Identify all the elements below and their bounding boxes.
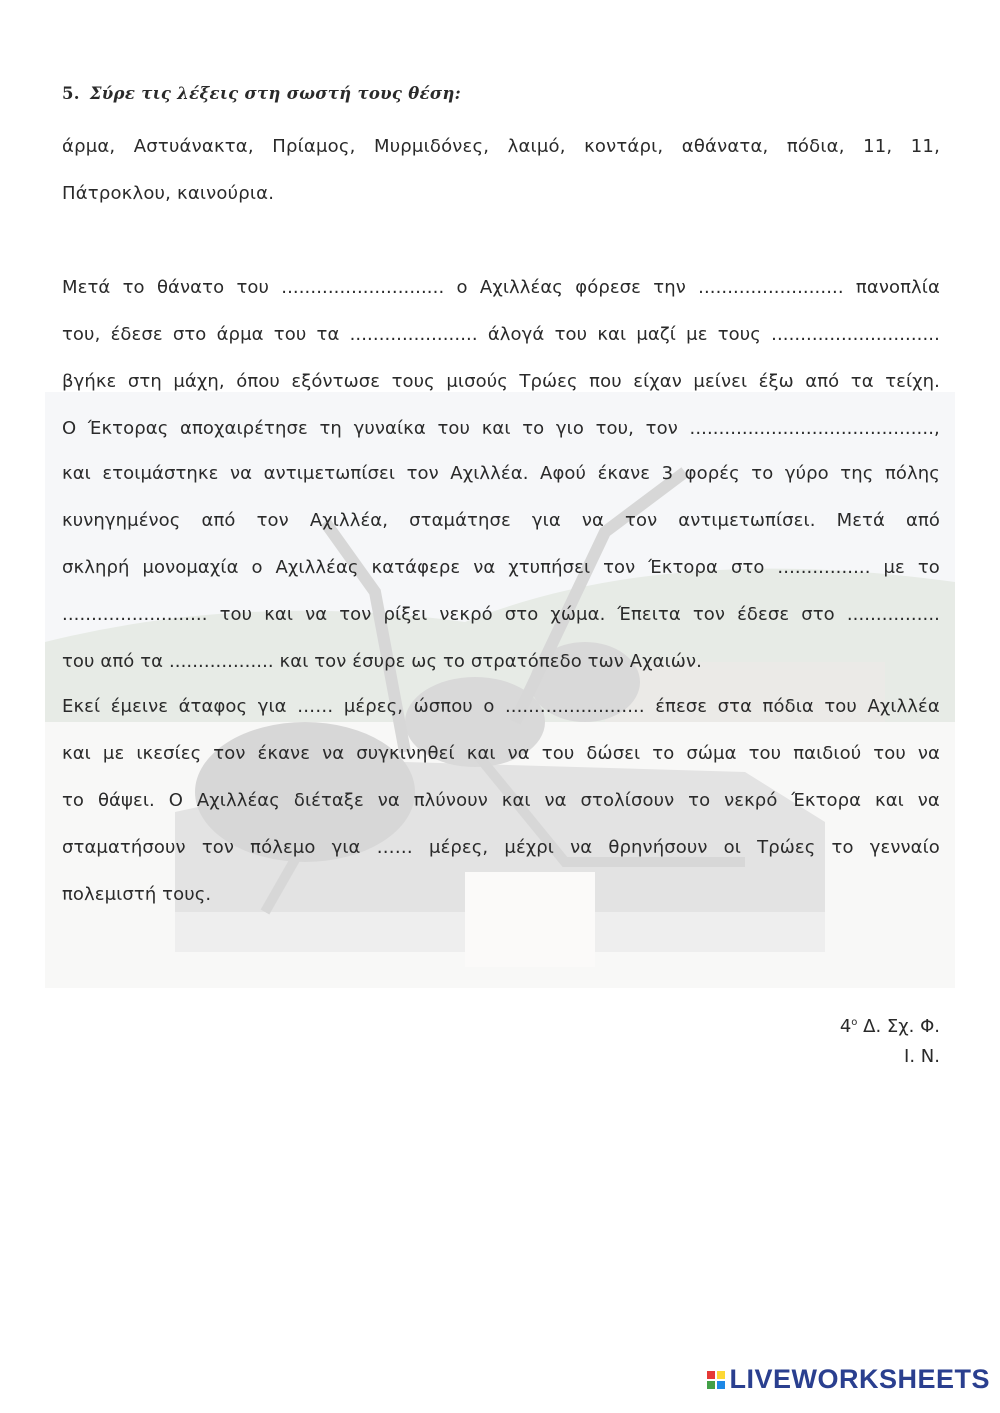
passage-word: μέχρι [504,837,554,858]
passage-word: με [102,743,125,764]
passage-line [62,405,940,450]
passage-word: έπεσε [655,696,708,717]
passage-word: θρηνήσουν [608,837,708,858]
passage-line [62,591,940,638]
passage-word: και [466,743,496,764]
passage-line [62,544,940,591]
passage-word: και [62,463,91,484]
exercise-number: 5. [62,84,80,103]
passage-word: τον [603,557,636,578]
passage-word: και [501,790,531,811]
passage-word: να [230,463,253,484]
passage-word: το [652,743,675,764]
passage-word: Αχιλλέα. [450,463,529,484]
liveworksheets-logo[interactable] [707,1364,990,1395]
passage-word: χώμα. [550,604,606,625]
signature-school [840,1008,940,1042]
passage-word: άταφος [178,696,248,717]
passage-word: στο [801,604,835,625]
passage-word: για [331,837,361,858]
passage-word: πανοπλία [855,277,940,298]
passage-word: ................ [777,557,871,578]
passage-word: χτυπήσει [508,557,591,578]
passage-word: ρίξει [383,604,428,625]
passage-word: της [840,463,874,484]
passage-word: μέρες, [343,696,404,717]
passage-word: τον [339,604,372,625]
passage-word: κυνηγημένος [62,510,181,531]
passage-word: μάχη, [173,371,225,392]
passage-word: του, [62,324,101,345]
passage-word: τη [319,418,342,439]
passage-line [62,358,940,405]
passage-word: …… [297,696,334,717]
passage-word: να [473,557,496,578]
passage-word: πόλης [884,463,940,484]
passage-word: τον [256,510,289,531]
passage-word: από [805,371,840,392]
passage-word: σκληρή [62,557,130,578]
passage-word: Μετά [836,510,885,531]
passage-word: του [219,604,253,625]
passage-word: στολίσουν [580,790,675,811]
passage-word: φορές [684,463,740,484]
passage-word: Τρώες [757,837,816,858]
exercise-heading [62,84,461,103]
brand-name: LIVEWORKSHEETS [729,1364,990,1394]
passage-word: αντιμετωπίσει [263,463,396,484]
passage-word: του, [595,418,634,439]
passage-word: έκανε [257,743,311,764]
passage-word: ο [456,277,468,298]
passage-word: βγήκε [62,371,117,392]
passage-word: τείχη. [885,371,940,392]
passage-word: Αχιλλέας [196,790,280,811]
passage-word: τα [850,371,874,392]
passage-word: σώμα [686,743,737,764]
passage-word: ετοιμάστηκε [102,463,219,484]
passage-word: ώσπου [413,696,473,717]
passage-word: έμεινε [110,696,169,717]
passage-word: πόλεμο [250,837,316,858]
passage-line [62,777,940,824]
passage-word: έκανε [597,463,651,484]
passage-word: ......................... [698,277,844,298]
passage-word: για [531,510,561,531]
passage-word: από [201,510,236,531]
passage-word: του [554,324,588,345]
passage-word: γενναίο [869,837,940,858]
passage-word: που [589,371,622,392]
passage-word: θάνατο [156,277,225,298]
signature-school-number: 4 [839,1016,852,1037]
word-bank: άρμα, Αστυάνακτα, Πρίαμος, Μυρμιδόνες, λαιμό, κοντάρι, αθάνατα, πόδια, 11, 11, Πάτροκλου, καινούρια. [62,136,940,204]
passage-word: και [481,418,511,439]
passage-word: του [541,743,575,764]
passage-word: να [570,837,593,858]
passage-word: και [264,604,294,625]
passage-word: 3 [661,463,674,484]
passage-word: να [581,510,604,531]
signature-initials: Ι. Ν. [904,1046,940,1067]
passage-word: γύρο [784,463,829,484]
passage-word: ο [251,557,263,578]
exercise-instruction: Σύρε τις λέξεις στη σωστή τους θέση: [89,84,462,103]
passage-word: Αχιλλέας [275,557,359,578]
passage-word: Ο [62,418,77,439]
passage-word: στα [717,696,753,717]
passage-word: εξόντωσε [291,371,381,392]
passage-word: άρμα [216,324,264,345]
passage-word: με [686,324,708,345]
passage-word: τον [625,510,658,531]
brand-square-blue [717,1381,725,1389]
passage-word: ............................ [281,277,445,298]
passage-word: από [905,510,940,531]
passage-word: το [122,277,145,298]
passage-word: Αχιλλέας [479,277,563,298]
passage-word: να [377,790,400,811]
brand-square-green [707,1381,715,1389]
passage-word: να [507,743,530,764]
signature [840,1008,940,1072]
passage-line [62,497,940,544]
passage-word: στη [127,371,162,392]
passage-word: το [688,790,711,811]
passage-word: συγκινηθεί [356,743,455,764]
passage-word: μέρες, [429,837,489,858]
passage-word: ...................... [349,324,478,345]
passage-word: διέταξε [293,790,364,811]
passage-word: γυναίκα [353,418,426,439]
signature-school-name: Δ. Σχ. Φ. [857,1016,940,1037]
passage-word: το [62,790,85,811]
passage-word: μαζί [636,324,676,345]
passage-word: νεκρό [439,604,493,625]
passage-word: ικεσίες [136,743,202,764]
passage-word: την [653,277,686,298]
passage-word: σταματήσουν [62,837,186,858]
passage-word: Μετά [62,277,111,298]
passage-word: γιο [555,418,584,439]
passage-word: και [874,790,904,811]
brand-square-yellow [717,1371,725,1379]
passage-word: Ο [168,790,183,811]
passage-word: να [305,604,328,625]
passage-word: οι [723,837,741,858]
passage-word: είχαν [633,371,682,392]
passage [62,264,940,918]
passage-word: δώσει [586,743,641,764]
passage-word: και [597,324,627,345]
passage-word: θάψει. [97,790,155,811]
passage-word: με [883,557,905,578]
passage-line: πολεμιστή τους. [62,884,212,905]
passage-word: ........................ [504,696,645,717]
passage-word: σταμάτησε [409,510,511,531]
passage-word: φόρεσε [575,277,642,298]
passage-line [62,824,940,871]
passage-word: έδεσε [110,324,163,345]
passage-word: Αχιλλέα, [309,510,389,531]
passage-word: όπου [236,371,280,392]
passage-word: του [824,696,857,717]
passage-word: ............................. [771,324,940,345]
passage-word: έξω [758,371,794,392]
passage-word: τον [201,837,235,858]
signature-school-ordinal: ο [851,1017,858,1028]
passage-word: τον [645,418,678,439]
passage-word: τους [717,324,761,345]
passage-word: Εκεί [62,696,101,717]
passage-word: τον [692,604,726,625]
passage-line [62,683,940,730]
passage-word: να [544,790,567,811]
passage-word: ο [483,696,495,717]
passage-word: και [62,743,91,764]
passage-word: τα [316,324,340,345]
passage-word: να [322,743,345,764]
brand-squares-icon [707,1371,725,1389]
passage-word: Έκτορα [791,790,862,811]
passage-word: άλογά [487,324,545,345]
passage-word: Έκτορας [87,418,169,439]
passage-word: Αφού [540,463,587,484]
passage-word: πόδια [762,696,814,717]
passage-word: Έκτορα [648,557,719,578]
passage-word: αποχαιρέτησε [180,418,308,439]
passage-word: νεκρό [724,790,778,811]
passage-word: Έπειτα [617,604,681,625]
passage-word: Τρώες [519,371,578,392]
passage-word: στο [504,604,539,625]
passage-word: το [831,837,854,858]
passage-word: το [751,463,774,484]
passage-word: μείνει [693,371,748,392]
passage-word: αντιμετωπίσει. [678,510,816,531]
passage-word: παιδιού [793,743,862,764]
passage-word: έδεσε [737,604,790,625]
passage-word: μονομαχία [142,557,239,578]
passage-word: το [917,557,940,578]
passage-word: στο [172,324,207,345]
passage-word: .........................................., [689,418,940,439]
passage-line: του από τα .................. και τον έσυρε ως το στρατόπεδο των Αχαιών. [62,651,702,672]
passage-word: του [236,277,270,298]
passage-word: του [273,324,307,345]
passage-word: τους [391,371,435,392]
passage-word: …… [376,837,413,858]
passage-word: μισούς [446,371,508,392]
passage-word: το [522,418,545,439]
passage-word: στο [730,557,765,578]
passage-word: του [873,743,906,764]
passage-line [62,264,940,311]
passage-word: να [917,743,940,764]
passage-word: να [917,790,940,811]
passage-word: του [437,418,471,439]
passage-line [62,730,940,777]
passage-line [62,450,940,497]
passage-word: κατάφερε [371,557,461,578]
passage-word: για [257,696,287,717]
passage-word: ................ [846,604,940,625]
passage-line [62,311,940,358]
passage-word: ......................... [62,604,208,625]
passage-word: πλύνουν [413,790,488,811]
passage-word: τον [213,743,246,764]
passage-word: του [748,743,782,764]
passage-word: Αχιλλέα [867,696,940,717]
brand-square-red [707,1371,715,1379]
passage-word: τον [406,463,439,484]
